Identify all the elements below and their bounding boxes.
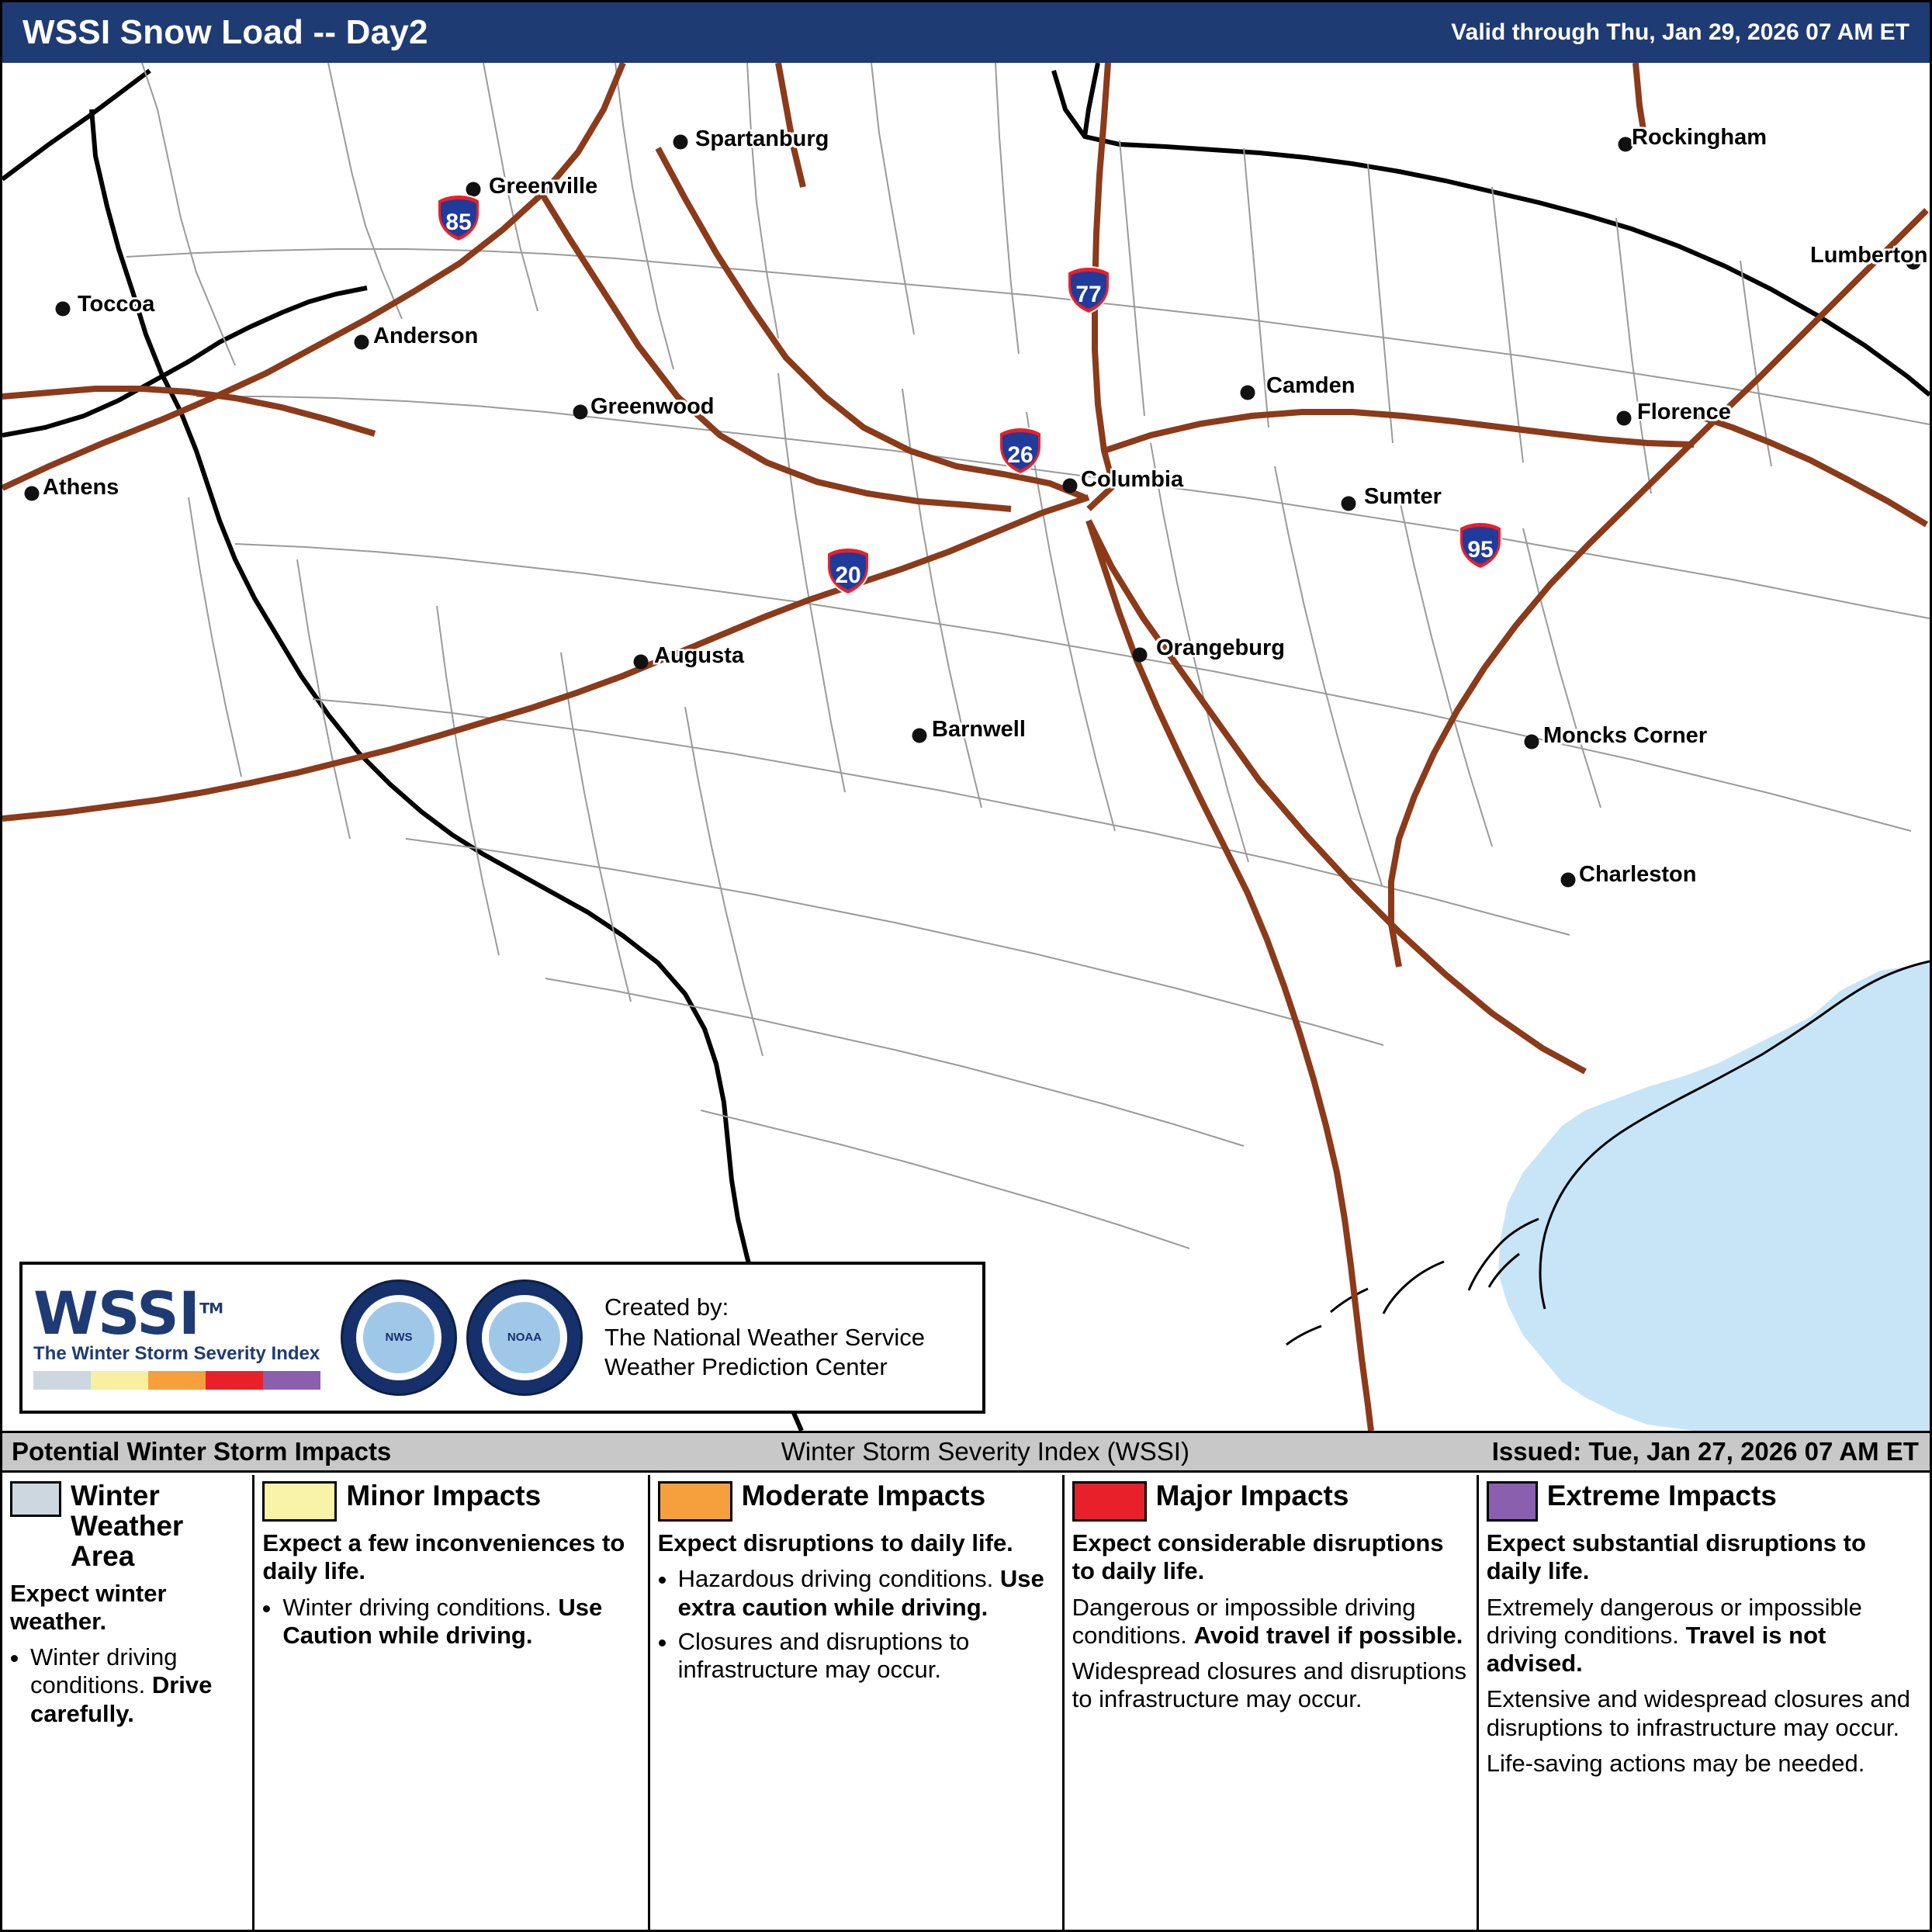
wssi-subtitle: The Winter Storm Severity Index xyxy=(33,1343,320,1365)
wssi-logo xyxy=(33,1278,336,1390)
city-label-rockingham: Rockingham xyxy=(1632,125,1768,150)
legend-swatch-major-impacts xyxy=(1072,1481,1147,1522)
wssi-color-bar xyxy=(33,1371,320,1390)
header-bar xyxy=(2,2,1930,63)
city-label-augusta: Augusta xyxy=(654,643,744,668)
city-dot-orangeburg xyxy=(1133,648,1148,663)
impacts-bar-issued-text: Issued: Tue, Jan 27, 2026 07 AM ET xyxy=(1491,1437,1919,1466)
legend-para-major-1: Dangerous or impossible driving conditions. Avoid travel if possible. xyxy=(1072,1593,1463,1649)
impacts-bar-left-text: Potential Winter Storm Impacts xyxy=(12,1437,392,1466)
list-item: • Closures and disruptions to infrastructure may occur. xyxy=(678,1628,1054,1684)
legend-para-major-2: Widespread closures and disruptions to infrastructure may occur. xyxy=(1072,1657,1466,1713)
legend-para-extreme-3: Life-saving actions may be needed. xyxy=(1486,1749,1865,1777)
interstate-shield-85 xyxy=(435,193,483,243)
wssi-wordmark: WSSI™ xyxy=(33,1278,223,1348)
interstate-shield-77 xyxy=(1065,265,1113,315)
city-dot-sumter xyxy=(1342,497,1356,511)
created-by-line-3: Weather Prediction Center xyxy=(604,1353,888,1381)
city-label-orangeburg: Orangeburg xyxy=(1156,635,1285,660)
interstate-shield-20 xyxy=(824,546,872,596)
road-i95 xyxy=(1391,210,1927,967)
city-label-greenwood: Greenwood xyxy=(590,394,715,419)
city-dot-toccoa xyxy=(56,302,71,317)
city-dot-athens xyxy=(25,486,40,501)
city-dot-moncks-corner xyxy=(1525,735,1539,750)
legend-column-winter-weather-area xyxy=(2,1475,254,1930)
noaa-seal-icon xyxy=(466,1279,583,1396)
legend-lead-winter-weather-area: Expect winter weather. xyxy=(10,1579,167,1635)
interstate-number-20: 20 xyxy=(835,563,861,588)
city-dot-barnwell xyxy=(912,729,927,743)
road-florence-se xyxy=(1698,416,1927,525)
legend-column-extreme-impacts xyxy=(1479,1475,1930,1930)
legend-swatch-extreme-impacts xyxy=(1487,1481,1538,1522)
legend-column-minor-impacts xyxy=(254,1475,649,1930)
created-by-line-1: Created by: xyxy=(604,1293,729,1321)
legend-column-major-impacts xyxy=(1065,1475,1479,1930)
legend-swatch-minor-impacts xyxy=(262,1481,337,1522)
page-title: WSSI Snow Load -- Day2 xyxy=(23,13,428,51)
city-label-lumberton: Lumberton xyxy=(1810,243,1928,268)
ocean-water xyxy=(1498,963,1930,1431)
interstate-number-85: 85 xyxy=(445,209,472,235)
legend-bullets-minor-impacts xyxy=(262,1594,639,1650)
nws-seal-label: NWS xyxy=(385,1331,413,1344)
city-dot-charleston xyxy=(1561,873,1576,888)
city-label-athens: Athens xyxy=(43,475,119,500)
map-canvas[interactable] xyxy=(2,63,1930,1431)
city-dot-spartanburg xyxy=(673,135,688,150)
legend-column-moderate-impacts xyxy=(650,1475,1065,1930)
legend-title-major-impacts: Major Impacts xyxy=(1155,1480,1349,1511)
legend-title-extreme-impacts: Extreme Impacts xyxy=(1546,1480,1777,1511)
city-dot-columbia xyxy=(1063,479,1078,493)
interstate-shield-26 xyxy=(996,426,1044,476)
legend-title-minor-impacts: Minor Impacts xyxy=(346,1480,542,1511)
city-label-anderson: Anderson xyxy=(373,324,479,348)
legend-para-extreme-1: Extremely dangerous or impossible driving conditions. Travel is not advised. xyxy=(1486,1593,1862,1678)
legend-swatch-winter-weather-area xyxy=(10,1481,61,1517)
city-label-moncks-corner: Moncks Corner xyxy=(1543,723,1708,748)
city-label-spartanburg: Spartanburg xyxy=(695,126,829,151)
list-item: • Hazardous driving conditions. Use extra caution while driving. xyxy=(678,1565,1054,1622)
road-spartanburg-north xyxy=(778,63,803,187)
created-by-line-2: The National Weather Service xyxy=(604,1323,925,1351)
impact-legend xyxy=(2,1475,1930,1930)
road-us-columbia-florence xyxy=(1104,412,1694,451)
legend-title-moderate-impacts: Moderate Impacts xyxy=(741,1480,986,1511)
impacts-subheader-bar xyxy=(2,1431,1930,1473)
city-label-toccoa: Toccoa xyxy=(78,292,155,317)
valid-through-text: Valid through Thu, Jan 29, 2026 07 AM ET xyxy=(1451,19,1909,45)
city-label-barnwell: Barnwell xyxy=(932,717,1026,742)
city-dot-augusta xyxy=(634,655,649,670)
city-label-sumter: Sumter xyxy=(1364,484,1442,509)
impacts-bar-center-text: Winter Storm Severity Index (WSSI) xyxy=(781,1437,1189,1466)
list-item: • Winter driving conditions. Use Caution while driving. xyxy=(282,1594,639,1650)
legend-title-winter-weather-area: Winter Weather Area xyxy=(71,1480,184,1572)
city-label-florence: Florence xyxy=(1637,400,1731,424)
city-dot-florence xyxy=(1617,411,1632,426)
road-i26-se xyxy=(1089,521,1585,1072)
wssi-trademark: TM xyxy=(199,1300,223,1317)
city-dot-camden xyxy=(1241,386,1255,400)
legend-lead-major-impacts: Expect considerable disruptions to daily life. xyxy=(1072,1529,1444,1585)
city-dot-anderson xyxy=(355,335,369,350)
interstate-number-77: 77 xyxy=(1075,282,1102,307)
city-dot-rockingham xyxy=(1619,137,1633,152)
legend-swatch-moderate-impacts xyxy=(658,1481,732,1522)
legend-lead-minor-impacts: Expect a few inconveniences to daily life. xyxy=(262,1529,625,1585)
legend-lead-extreme-impacts: Expect substantial disruptions to daily life. xyxy=(1486,1529,1866,1585)
created-by-block xyxy=(604,1293,925,1383)
interstate-shield-95 xyxy=(1456,521,1504,570)
city-label-camden: Camden xyxy=(1266,373,1356,398)
list-item: • Winter driving conditions. Drive carefully. xyxy=(30,1643,244,1728)
road-i85 xyxy=(2,63,623,488)
legend-lead-moderate-impacts: Expect disruptions to daily life. xyxy=(657,1529,1013,1556)
nws-seal-icon xyxy=(341,1279,457,1396)
interstate-number-26: 26 xyxy=(1007,442,1034,468)
legend-bullets-moderate-impacts xyxy=(658,1565,1054,1684)
city-label-greenville: Greenville xyxy=(489,174,598,199)
city-dot-greenwood xyxy=(573,405,588,420)
interstate-number-95: 95 xyxy=(1467,537,1494,563)
wssi-credits-box xyxy=(19,1262,985,1414)
legend-bullets-winter-weather-area xyxy=(10,1643,244,1728)
noaa-seal-label: NOAA xyxy=(507,1331,542,1344)
legend-para-extreme-2: Extensive and widespread closures and disruptions to infrastructure may occur. xyxy=(1486,1685,1910,1741)
city-label-columbia: Columbia xyxy=(1081,467,1184,492)
city-label-charleston: Charleston xyxy=(1579,862,1697,887)
